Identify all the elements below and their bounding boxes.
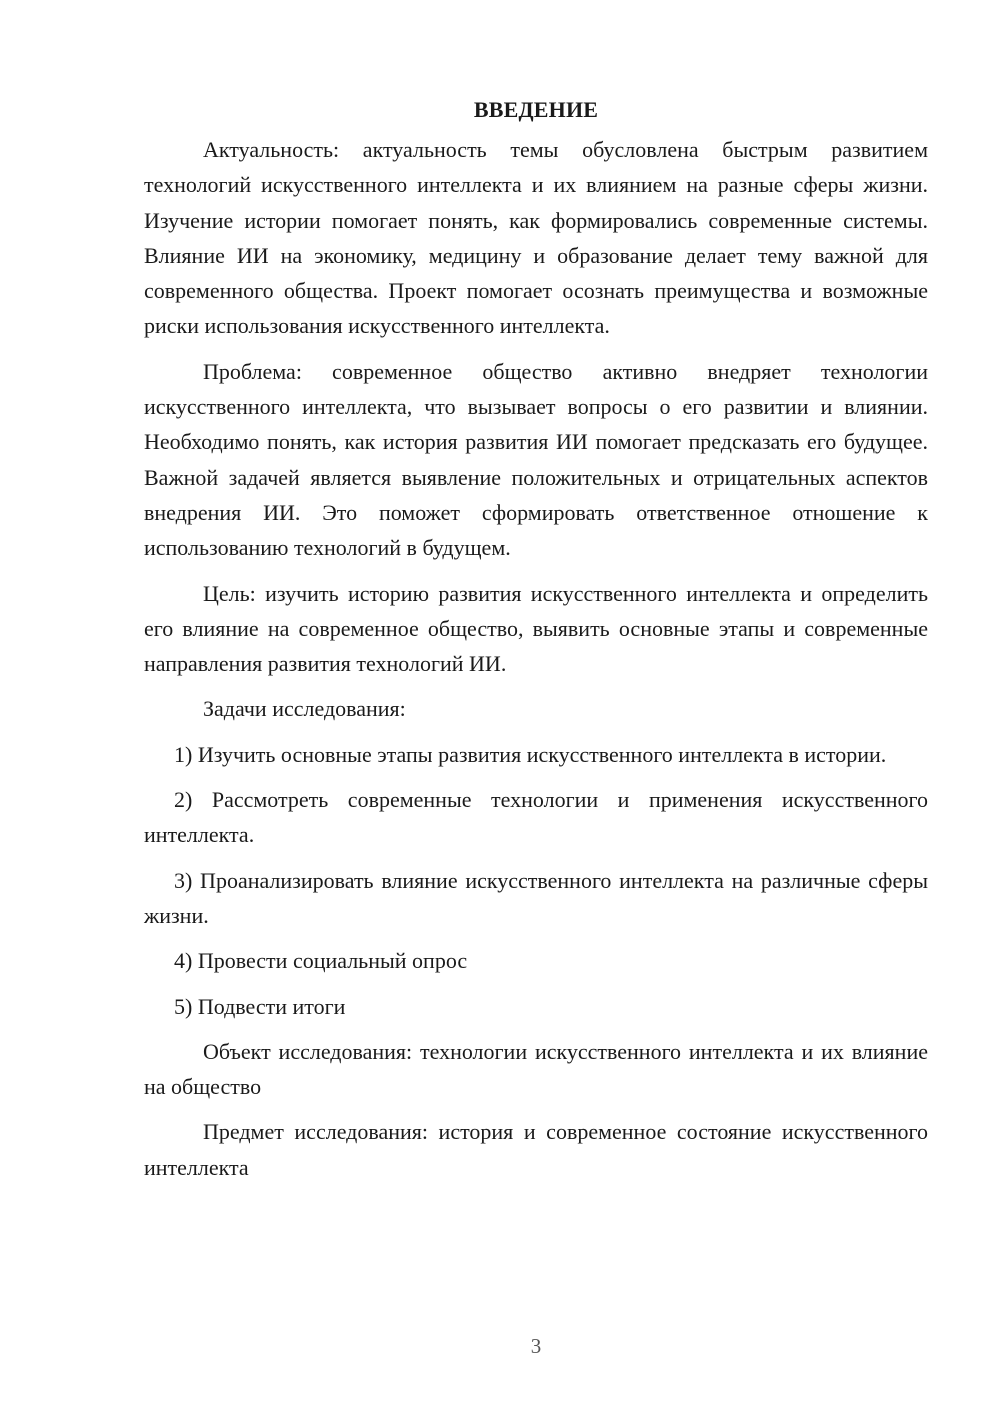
paragraph-goal: Цель: изучить историю развития искусственного интеллекта и определить его влияние на современное общество, выявить основные этапы и современные направления развития технологий ИИ. bbox=[144, 580, 928, 677]
task-item-4: 4) Провести социальный опрос bbox=[174, 948, 468, 974]
paragraph-problem: Проблема: современное общество активно внедряет технологии искусственного интеллекта, что вызывает вопросы о его развитии и влиянии. Необходимо понять, как история развития ИИ помогает предсказать его будущее. Важной задачей является выявление положительных и отрицательных аспектов внедрения ИИ. Это поможет сформировать ответственное отношение к использованию технологий в будущем. bbox=[144, 358, 928, 561]
paragraph-object: Объект исследования: технологии искусственного интеллекта и их влияние на общество bbox=[144, 1038, 928, 1100]
paragraph-subject: Предмет исследования: история и современное состояние искусственного интеллекта bbox=[144, 1119, 928, 1180]
task-item-3: 3) Проанализировать влияние искусственного интеллекта на различные сферы жизни. bbox=[144, 867, 928, 928]
task-item-2: 2) Рассмотреть современные технологии и применения искусственного интеллекта. bbox=[144, 787, 928, 848]
paragraph-relevance: Актуальность: актуальность темы обусловлена быстрым развитием технологий искусственного интеллекта и их влиянием на разные сферы жизни. Изучение истории помогает понять, как формировались современные системы. Влияние ИИ на экономику, медицину и образование делает тему важной для современного общества. Проект помогает осознать преимущества и возможные риски использования искусственного интеллекта. bbox=[144, 137, 928, 339]
tasks-heading: Задачи исследования: bbox=[203, 696, 406, 722]
document-page bbox=[144, 94, 928, 1195]
task-item-1: 1) Изучить основные этапы развития искусственного интеллекта в истории. bbox=[174, 741, 887, 767]
page-number: 3 bbox=[530, 1334, 542, 1358]
task-item-5: 5) Подвести итоги bbox=[174, 993, 346, 1019]
section-title: ВВЕДЕНИЕ bbox=[473, 97, 599, 122]
